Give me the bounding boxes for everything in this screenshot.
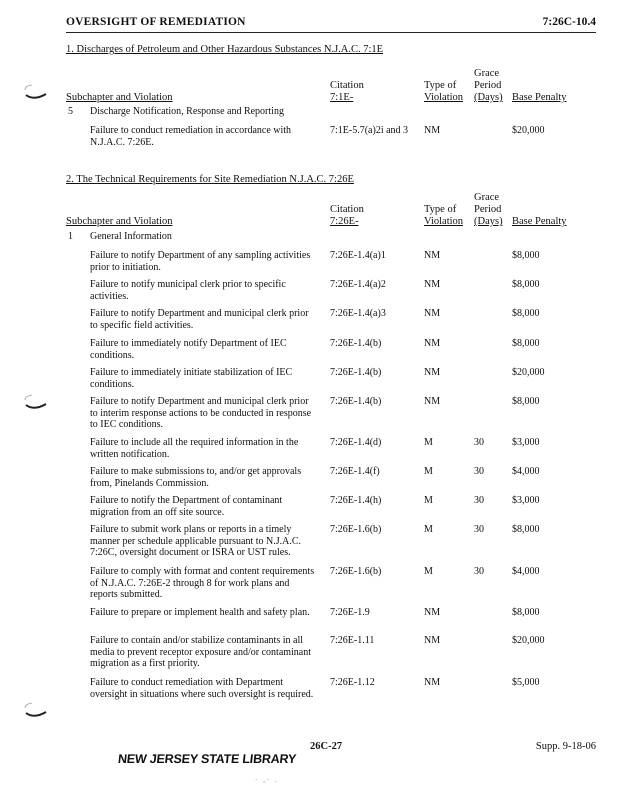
violation-type: NM [424,677,441,688]
violation-text: Failure to conduct remediation with Department oversight in situations where such oversight is required. [90,677,314,700]
violation-text: Failure to notify Department and municipal clerk prior to interim response actions to be conducted in response to IEC conditions. [90,396,312,430]
category-number: 5 [68,106,73,117]
citation: 7:26E-1.4(d) [330,437,382,448]
punch-hole-icon [22,82,50,102]
violation-text: Failure to prepare or implement health and safety plan. [90,607,310,618]
base-penalty: $8,000 [512,250,540,261]
violation-text: Failure to comply with format and content requirements of N.J.A.C. 7:26E-2 through 8 for work plans and reports submitted. [90,566,315,600]
citation: 7:26E-1.4(b) [330,338,382,349]
citation: 7:26E-1.4(h) [330,495,382,506]
base-penalty: $8,000 [512,308,540,319]
section-1-title: 1. Discharges of Petroleum and Other Hazardous Substances N.J.A.C. 7:1E [66,44,384,55]
violation-type: NM [424,338,441,349]
violation-type: NM [424,308,441,319]
violation-type: NM [424,250,441,261]
violation-type: NM [424,125,441,136]
base-penalty: $4,000 [512,466,540,477]
library-stamp: NEW JERSEY STATE LIBRARY [117,752,297,766]
grace-period: 30 [474,524,484,535]
violation-type: NM [424,607,441,618]
violation-type: M [424,495,433,506]
violation-type: NM [424,396,441,407]
category-title: Discharge Notification, Response and Reporting [90,106,284,117]
running-header-section: 7:26C-10.4 [542,16,596,28]
violation-text: Failure to notify municipal clerk prior to specific activities. [90,279,286,302]
running-header [66,12,596,33]
violation-text: Failure to immediately notify Department of IEC conditions. [90,338,287,361]
violation-text: Failure to immediately initiate stabilization of IEC conditions. [90,367,293,390]
citation: 7:26E-1.11 [330,635,375,646]
citation: 7:26E-1.9 [330,607,370,618]
column-header-subchapter: Subchapter and Violation [66,216,173,227]
violation-type: NM [424,635,441,646]
base-penalty: $5,000 [512,677,540,688]
column-header-citation: Citation 7:26E- [330,204,364,227]
citation: 7:26E-1.4(f) [330,466,380,477]
base-penalty: $8,000 [512,279,540,290]
column-header-type: Type of Violation [424,80,464,103]
base-penalty: $20,000 [512,125,545,136]
violation-text: Failure to submit work plans or reports in a timely manner per schedule applicable pursuant to N.J.A.C. 7:26C, oversight document or ISRA or UST rules. [90,524,302,558]
violation-type: M [424,466,433,477]
violation-type: M [424,566,433,577]
punch-hole-icon [22,700,50,720]
violation-text: Failure to make submissions to, and/or get approvals from, Pinelands Commission. [90,466,302,489]
column-header-type: Type of Violation [424,204,464,227]
violation-text: Failure to notify the Department of contaminant migration from an off site source. [90,495,283,518]
violation-text: Failure to contain and/or stabilize contaminants in all media to prevent receptor exposure and/or contaminant migration as a first priority. [90,635,312,669]
base-penalty: $3,000 [512,495,540,506]
citation: 7:26E-1.6(b) [330,566,382,577]
column-header-subchapter: Subchapter and Violation [66,92,173,103]
base-penalty: $8,000 [512,396,540,407]
base-penalty: $20,000 [512,367,545,378]
violation-text: Failure to notify Department and municipal clerk prior to specific field activities. [90,308,309,331]
punch-hole-icon [22,392,50,412]
violation-text: Failure to notify Department of any sampling activities prior to initiation. [90,250,311,273]
column-header-citation: Citation 7:1E- [330,80,364,103]
section-2-title: 2. The Technical Requirements for Site Remediation N.J.A.C. 7:26E [66,174,354,185]
violation-type: M [424,524,433,535]
column-header-penalty: Base Penalty [512,92,567,103]
base-penalty: $3,000 [512,437,540,448]
violation-text: Failure to conduct remediation in accordance with N.J.A.C. 7:26E. [90,125,292,148]
violation-type: M [424,437,433,448]
violation-text: Failure to include all the required information in the written notification. [90,437,299,460]
base-penalty: $8,000 [512,524,540,535]
citation: 7:26E-1.4(b) [330,367,382,378]
base-penalty: $20,000 [512,635,545,646]
running-header-title: OVERSIGHT OF REMEDIATION [66,16,246,28]
base-penalty: $8,000 [512,338,540,349]
grace-period: 30 [474,566,484,577]
page-number: 26C-27 [310,741,343,752]
citation: 7:26E-1.4(a)2 [330,279,386,290]
column-header-penalty: Base Penalty [512,216,567,227]
citation: 7:1E-5.7(a)2i and 3 [330,125,409,136]
violation-type: NM [424,367,441,378]
base-penalty: $8,000 [512,607,540,618]
citation: 7:26E-1.12 [330,677,375,688]
violation-type: NM [424,279,441,290]
grace-period: 30 [474,466,484,477]
category-number: 1 [68,231,73,242]
column-header-grace: Grace Period (Days) [474,192,503,227]
citation: 7:26E-1.4(a)1 [330,250,386,261]
citation: 7:26E-1.4(b) [330,396,382,407]
column-header-grace: Grace Period (Days) [474,68,503,103]
category-title: General Information [90,231,172,242]
grace-period: 30 [474,437,484,448]
citation: 7:26E-1.4(a)3 [330,308,386,319]
citation: 7:26E-1.6(b) [330,524,382,535]
grace-period: 30 [474,495,484,506]
scan-specks: · ,· . [255,776,279,784]
base-penalty: $4,000 [512,566,540,577]
supplement-date: Supp. 9-18-06 [535,741,596,752]
